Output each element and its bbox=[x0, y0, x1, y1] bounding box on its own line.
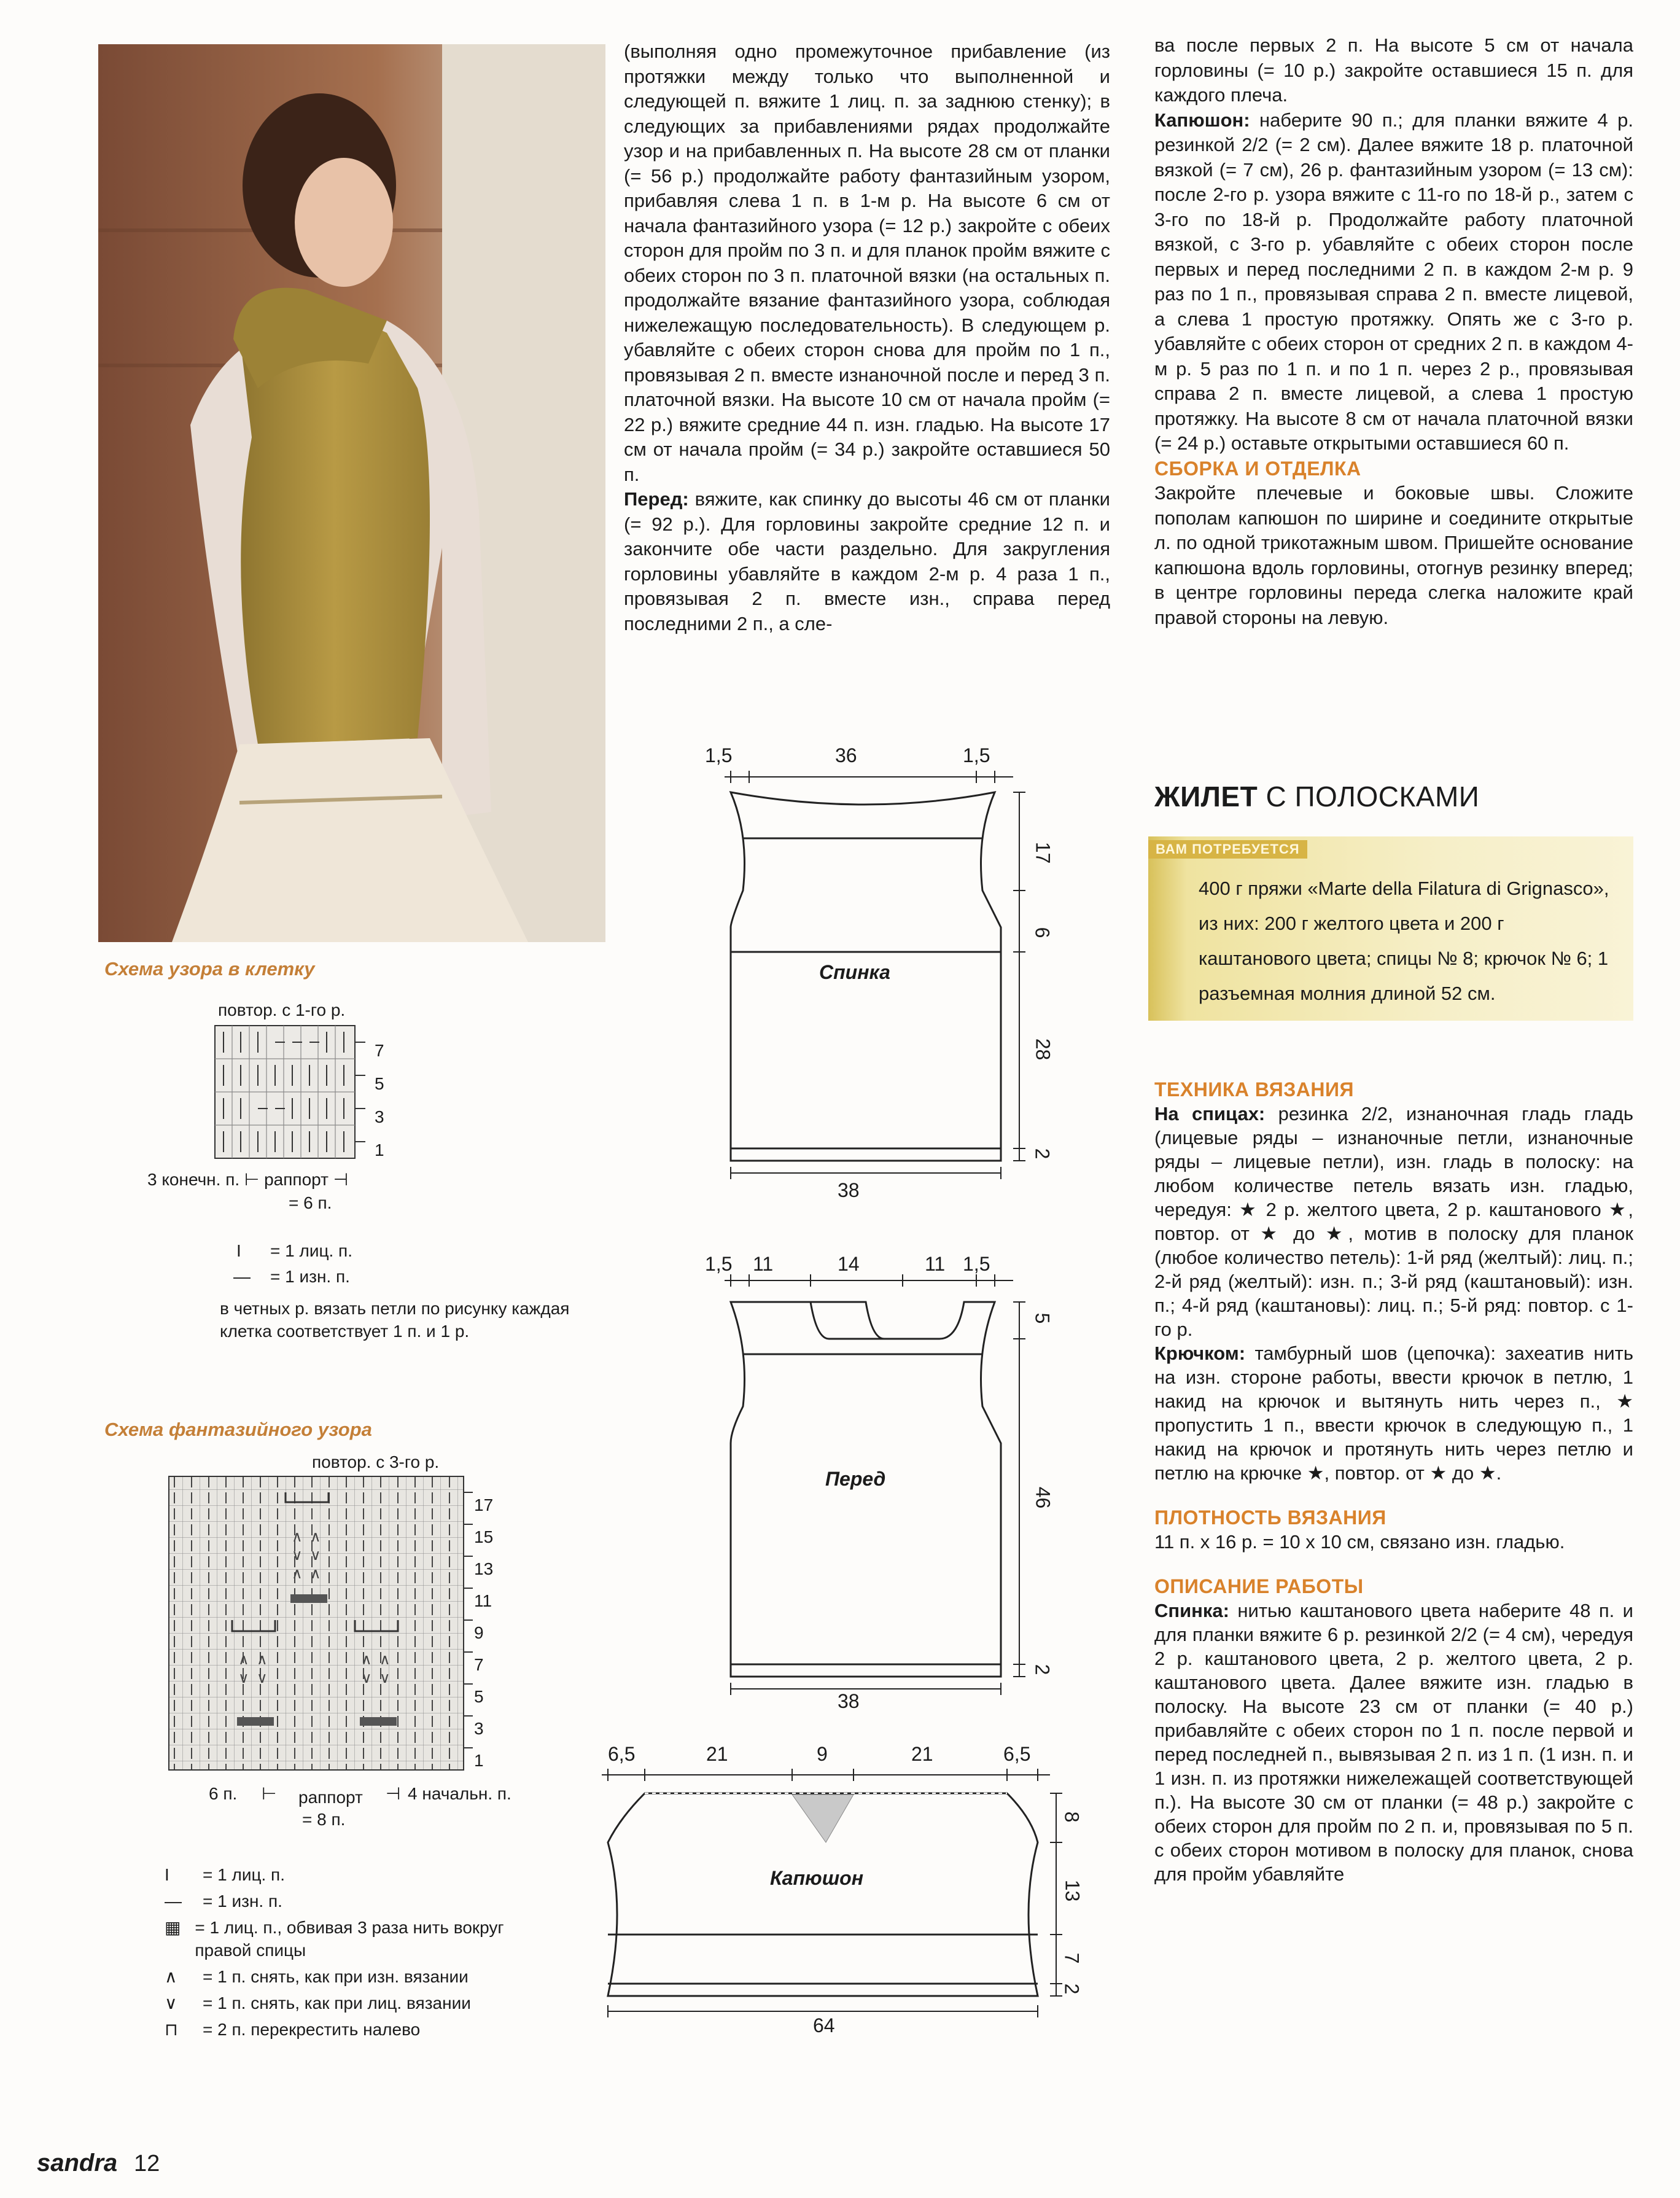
hood-right-4: 2 bbox=[1060, 1983, 1083, 1995]
description-heading: ОПИСАНИЕ РАБОТЫ bbox=[1154, 1575, 1364, 1597]
chart2-row-3: 3 bbox=[474, 1719, 484, 1738]
hood-text: наберите 90 п.; для планки вяжите 4 р. резинкой 2/2 (= 2 см). Далее вяжите 18 р. платочной вязкой (= 7 см), 26 р. фантазийным узором (= 13 см): после 2-го р. узора вяжите с 11-го по 18-й р., затем с 3-го по 18-й р. Продолжайте работу платочной вязкой, с 3-го р. убавляйте с обеих сторон после первых и перед последними 2 п. в каждом 2-м р. 9 раз по 1 п., провязывая справа 2 п. вместе лицевой, а слева 1 простую протяжку. Опять же с 3-го р. убавляйте с обеих сторон от средних 2 п. в каждом 4-м р. 5 раз по 1 п. и по 1 п. через 2 р., провязывая справа 2 п. вместе лицевой, а слева 1 простую протяжку. На высоте 8 см от начала платочной вязки (= 24 р.) оставьте открытыми оставшиеся 60 п. bbox=[1154, 109, 1633, 454]
chart2-row-15: 15 bbox=[474, 1527, 494, 1546]
front-top-1: 1,5 bbox=[705, 1253, 733, 1275]
chart2-row-9: 9 bbox=[474, 1623, 484, 1642]
front-top-3: 14 bbox=[838, 1253, 860, 1275]
front-right-3: 2 bbox=[1031, 1664, 1054, 1675]
model-photo bbox=[98, 44, 605, 942]
legend-slip-purl-symbol: ∧ bbox=[165, 1967, 177, 1986]
svg-text:∧: ∧ bbox=[292, 1565, 303, 1582]
column-3-text bbox=[1154, 33, 1633, 630]
legend-row-knit bbox=[165, 1863, 533, 1886]
materials-box bbox=[1148, 836, 1633, 1021]
chart1-end-stitches: 3 конечн. п. bbox=[147, 1170, 240, 1189]
hood-top-4: 21 bbox=[911, 1743, 933, 1765]
chart2-row-5: 5 bbox=[474, 1687, 484, 1706]
front-top-2: 11 bbox=[753, 1253, 774, 1275]
front-label: Перед: bbox=[624, 488, 689, 510]
density-text: 11 п. х 16 р. = 10 х 10 см, связано изн. гладью. bbox=[1154, 1531, 1565, 1553]
svg-text:∧: ∧ bbox=[292, 1529, 303, 1545]
legend-slip-knit-symbol: ∨ bbox=[165, 1993, 177, 2013]
legend-wrap-text: = 1 лиц. п., обвивая 3 раза нить вокруг правой спицы bbox=[195, 1918, 504, 1960]
legend-row-slip-purl bbox=[165, 1965, 533, 1988]
hood-top-5: 6,5 bbox=[1003, 1743, 1031, 1765]
svg-text:∧: ∧ bbox=[310, 1565, 321, 1582]
back-top-2: 36 bbox=[835, 744, 857, 766]
hook-text bbox=[1154, 1341, 1633, 1485]
front-text: вяжите, как спинку до высоты 46 см от планки (= 92 р.). Для горловины закройте средние 12 п. и закончите обе части раздельно. Для закругления горловины убавляйте в каждом 2-м р. 4 раза 1 п., провязывая 2 п. вместе изн., справа перед последними 2 п., а сле- bbox=[624, 488, 1110, 634]
svg-text:∨: ∨ bbox=[292, 1547, 303, 1564]
hook-label: Крючком: bbox=[1154, 1343, 1246, 1364]
magazine-brand: sandra bbox=[37, 2149, 118, 2177]
chart2-legend bbox=[165, 1863, 533, 2041]
chart1-rapport-stitches: = 6 п. bbox=[289, 1193, 332, 1212]
front-right-1: 5 bbox=[1031, 1312, 1054, 1324]
legend-knit-symbol: I bbox=[165, 1865, 169, 1884]
hood-top-2: 21 bbox=[706, 1743, 728, 1765]
chart1-legend-purl: = 1 изн. п. bbox=[270, 1267, 350, 1286]
chart2-rapport: раппорт bbox=[298, 1788, 363, 1807]
column-3-lower bbox=[1154, 1078, 1633, 1886]
legend-row-slip-knit bbox=[165, 1992, 533, 2014]
legend-slip-knit-text: = 1 п. снять, как при лиц. вязании bbox=[203, 1993, 471, 2013]
technique-body: резинка 2/2, изнаночная гладь гладь (лицевые ряды – изнаночные петли, изнаночные ряды – лицевые петли), изн. гладь в полоску: на любом количестве петель вязать изн. гладью, чередуя: ★ 2 р. желтого цвета, 2 р. каштанового ★, повтор. от ★ до ★, мотив в полоску для планок (любое количество петель): 1-й ряд (желтый): лиц. п.; 2-й ряд (желтый): изн. п.; 3-й ряд (каштановый): изн. п.; 4-й ряд (каштановы): лиц. п.; 5-й ряд: повтор. с 1-го р. bbox=[1154, 1103, 1633, 1340]
hood-schematic bbox=[589, 1738, 1105, 2045]
legend-row-purl bbox=[165, 1890, 533, 1912]
chart2-rapport-bracket-right: ⊣ bbox=[386, 1784, 401, 1803]
legend-wrap-symbol: ▦ bbox=[165, 1918, 181, 1937]
svg-text:∨: ∨ bbox=[238, 1670, 249, 1686]
chart1-bottom-label: 3 конечн. п. ⊢ раппорт ⊣ bbox=[147, 1170, 349, 1189]
title-bold: ЖИЛЕТ bbox=[1154, 781, 1258, 813]
legend-slip-purl-text: = 1 п. снять, как при изн. вязании bbox=[203, 1967, 469, 1986]
back-label: Спинка bbox=[819, 961, 890, 983]
materials-text: 400 г пряжи «Marte della Filatura di Grignasco», из них: 200 г желтого цвета и 200 г каштанового цвета; спицы № 8; крючок № 6; 1 разъемная молния длиной 52 см. bbox=[1199, 878, 1609, 1004]
hood-bottom: 64 bbox=[813, 2014, 835, 2036]
column-2-text bbox=[624, 39, 1110, 636]
legend-row-wrap bbox=[165, 1916, 533, 1962]
technique-heading: ТЕХНИКА ВЯЗАНИЯ bbox=[1154, 1078, 1354, 1101]
materials-tag: ВАМ ПОТРЕБУЕТСЯ bbox=[1148, 840, 1307, 859]
chart1-row-7: 7 bbox=[375, 1041, 384, 1060]
hood-right-3: 7 bbox=[1060, 1952, 1083, 1964]
front-continued: ва после первых 2 п. На высоте 5 см от начала горловины (= 10 р.) закройте оставшиеся 15 п. для каждого плеча. bbox=[1154, 34, 1633, 106]
hood-top-3: 9 bbox=[817, 1743, 828, 1765]
chart1-legend-purl-symbol: — bbox=[233, 1267, 251, 1286]
legend-purl-text: = 1 изн. п. bbox=[203, 1892, 282, 1911]
svg-text:∨: ∨ bbox=[310, 1547, 321, 1564]
description-body: нитью каштанового цвета наберите 48 п. и для планки вяжите 6 р. резинкой 2/2 (= 4 см), чередуя 2 р. каштанового цвета, 2 р. желтого цвета, 2 р. каштанового цвета. Далее вяжите изн. гладью в полоску. На высоте 23 см от планки (= 40 р.) прибавляйте с обеих сторон по 1 п. после первой и перед последней п., вывязывая 2 п. из 1 п. (1 изн. п. и 1 изн. п. из протяжки нижележащей соответствующей п.). На высоте 30 см от планки (= 48 р.) закройте с обеих сторон для пройм по 2 п. и, провязывая по 5 п. с обеих сторон мотивом в полоску для планок, снова для пройм убавляйте bbox=[1154, 1600, 1633, 1885]
density-heading: ПЛОТНОСТЬ ВЯЗАНИЯ bbox=[1154, 1506, 1386, 1529]
chart2-row-1: 1 bbox=[474, 1751, 484, 1770]
front-bottom: 38 bbox=[838, 1690, 860, 1712]
svg-text:∧: ∧ bbox=[361, 1651, 372, 1668]
chart1-grid bbox=[212, 1024, 396, 1166]
back-right-4: 2 bbox=[1031, 1148, 1054, 1159]
page-number: 12 bbox=[134, 2151, 160, 2177]
photo-illustration bbox=[98, 44, 605, 942]
chart1-repeat: повтор. с 1-го р. bbox=[218, 1000, 346, 1019]
assembly-text: Закройте плечевые и боковые швы. Сложите пополам капюшон по ширине и соедините открытые л. по одной трикотажным швом. Пришейте основание капюшона вдоль горловины, отогнув резинку вперед; в центре горловины переда слегка наложите край правой стороны на левую. bbox=[1154, 482, 1633, 628]
hood-top-1: 6,5 bbox=[608, 1743, 636, 1765]
back-top-1: 1,5 bbox=[705, 744, 733, 766]
front-right-2: 46 bbox=[1032, 1486, 1054, 1509]
back-right-3: 28 bbox=[1032, 1038, 1054, 1061]
svg-text:∧: ∧ bbox=[238, 1651, 249, 1668]
svg-text:∨: ∨ bbox=[361, 1670, 372, 1686]
legend-cross-text: = 2 п. перекрестить налево bbox=[203, 2020, 421, 2039]
technique-text bbox=[1154, 1102, 1633, 1341]
back-right-2: 6 bbox=[1031, 927, 1054, 938]
back-right-1: 17 bbox=[1032, 841, 1054, 864]
front-top-4: 11 bbox=[925, 1253, 946, 1275]
chart2-grid bbox=[166, 1474, 485, 1781]
chart2-caption: Схема фантазийного узора bbox=[104, 1419, 372, 1440]
chart2-rapport-bracket-left: ⊢ bbox=[262, 1784, 277, 1803]
svg-text:∨: ∨ bbox=[379, 1670, 391, 1686]
chart1-legend-knit-symbol: I bbox=[236, 1241, 241, 1260]
chart1-row-3: 3 bbox=[375, 1107, 384, 1126]
back-top-3: 1,5 bbox=[963, 744, 990, 766]
hood-label: Капюшон bbox=[770, 1867, 864, 1889]
chart1-row-5: 5 bbox=[375, 1074, 384, 1093]
description-label: Спинка: bbox=[1154, 1600, 1229, 1621]
chart2-row-7: 7 bbox=[474, 1655, 484, 1674]
chart1-row-1: 1 bbox=[375, 1140, 384, 1159]
chart1-rapport: раппорт bbox=[264, 1170, 329, 1189]
hood-right-2: 13 bbox=[1061, 1879, 1084, 1902]
front-instructions bbox=[624, 487, 1110, 636]
legend-knit-text: = 1 лиц. п. bbox=[203, 1865, 285, 1884]
title-rest: С ПОЛОСКАМИ bbox=[1258, 781, 1480, 813]
hook-body: тамбурный шов (цепочка): захеатив нить на изн. стороне работы, ввести крючок в петлю, 1 накид на крючок и вытянуть нить через п., ★ пропустить 1 п., ввести крючок в следующую п., 1 накид на крючок и протянуть нить через петлю и петлю на крючке ★, повтор. от ★ до ★. bbox=[1154, 1343, 1633, 1484]
chart1-caption: Схема узора в клетку bbox=[104, 958, 315, 980]
back-continued: (выполняя одно промежуточное прибавление (из протяжки между только что выполненной и следующей п. вяжите 1 лиц. п. за заднюю стенку); в следующих за прибавлениями рядах продолжайте узор и на прибавленных п. На высоте 28 см от планки (= 56 р.) продолжайте работу фантазийным узором, прибавляя слева 1 п. в 1-м р. На высоте 6 см от начала фантазийного узора (= 12 р.) закройте с обеих сторон для пройм по 3 п. и для планок пройм вяжите с обеих сторон по 3 п. платочной вязки (на остальных п. продолжайте вязание фантазийного узора, соблюдая нижележащую последовательность). В следующем р. убавляйте с обеих сторон снова для пройм по 1 п., провязывая 2 п. вместе изнаночной после и перед 3 п. платочной вязки. На высоте 10 см от начала пройм (= 22 р.) вяжите средние 44 п. изн. гладью. На высоте 17 см от начала пройм (= 34 р.) закройте оставшиеся 50 п. bbox=[624, 41, 1110, 485]
chart2-row-17: 17 bbox=[474, 1495, 494, 1514]
technique-label: На спицах: bbox=[1154, 1103, 1266, 1124]
description-text bbox=[1154, 1599, 1633, 1886]
hood-label: Капюшон: bbox=[1154, 109, 1250, 131]
hood-right-1: 8 bbox=[1060, 1811, 1083, 1823]
hood-instructions bbox=[1154, 108, 1633, 456]
svg-text:∧: ∧ bbox=[257, 1651, 268, 1668]
chart1-note: в четных р. вязать петли по рисунку каждая клетка соответствует 1 п. и 1 р. bbox=[220, 1299, 570, 1341]
legend-purl-symbol: — bbox=[165, 1892, 182, 1911]
svg-text:∧: ∧ bbox=[379, 1651, 391, 1668]
svg-text:∨: ∨ bbox=[257, 1670, 268, 1686]
chart2-repeat: повтор. с 3-го р. bbox=[312, 1452, 440, 1471]
svg-text:∧: ∧ bbox=[310, 1529, 321, 1545]
front-label: Перед bbox=[825, 1468, 886, 1490]
legend-cross-symbol: ⊓ bbox=[165, 2020, 178, 2039]
chart2-left: 6 п. bbox=[209, 1784, 238, 1803]
chart2-rapport-stitches: = 8 п. bbox=[302, 1810, 346, 1829]
chart1-legend-knit: = 1 лиц. п. bbox=[270, 1241, 352, 1260]
chart2-row-11: 11 bbox=[474, 1591, 492, 1610]
back-bottom: 38 bbox=[838, 1179, 860, 1201]
front-top-5: 1,5 bbox=[963, 1253, 990, 1275]
assembly-heading: СБОРКА И ОТДЕЛКА bbox=[1154, 457, 1361, 480]
chart2-right: 4 начальн. п. bbox=[408, 1784, 511, 1803]
article-title bbox=[1154, 780, 1479, 813]
legend-row-cross bbox=[165, 2018, 533, 2041]
chart2-row-13: 13 bbox=[474, 1559, 494, 1578]
